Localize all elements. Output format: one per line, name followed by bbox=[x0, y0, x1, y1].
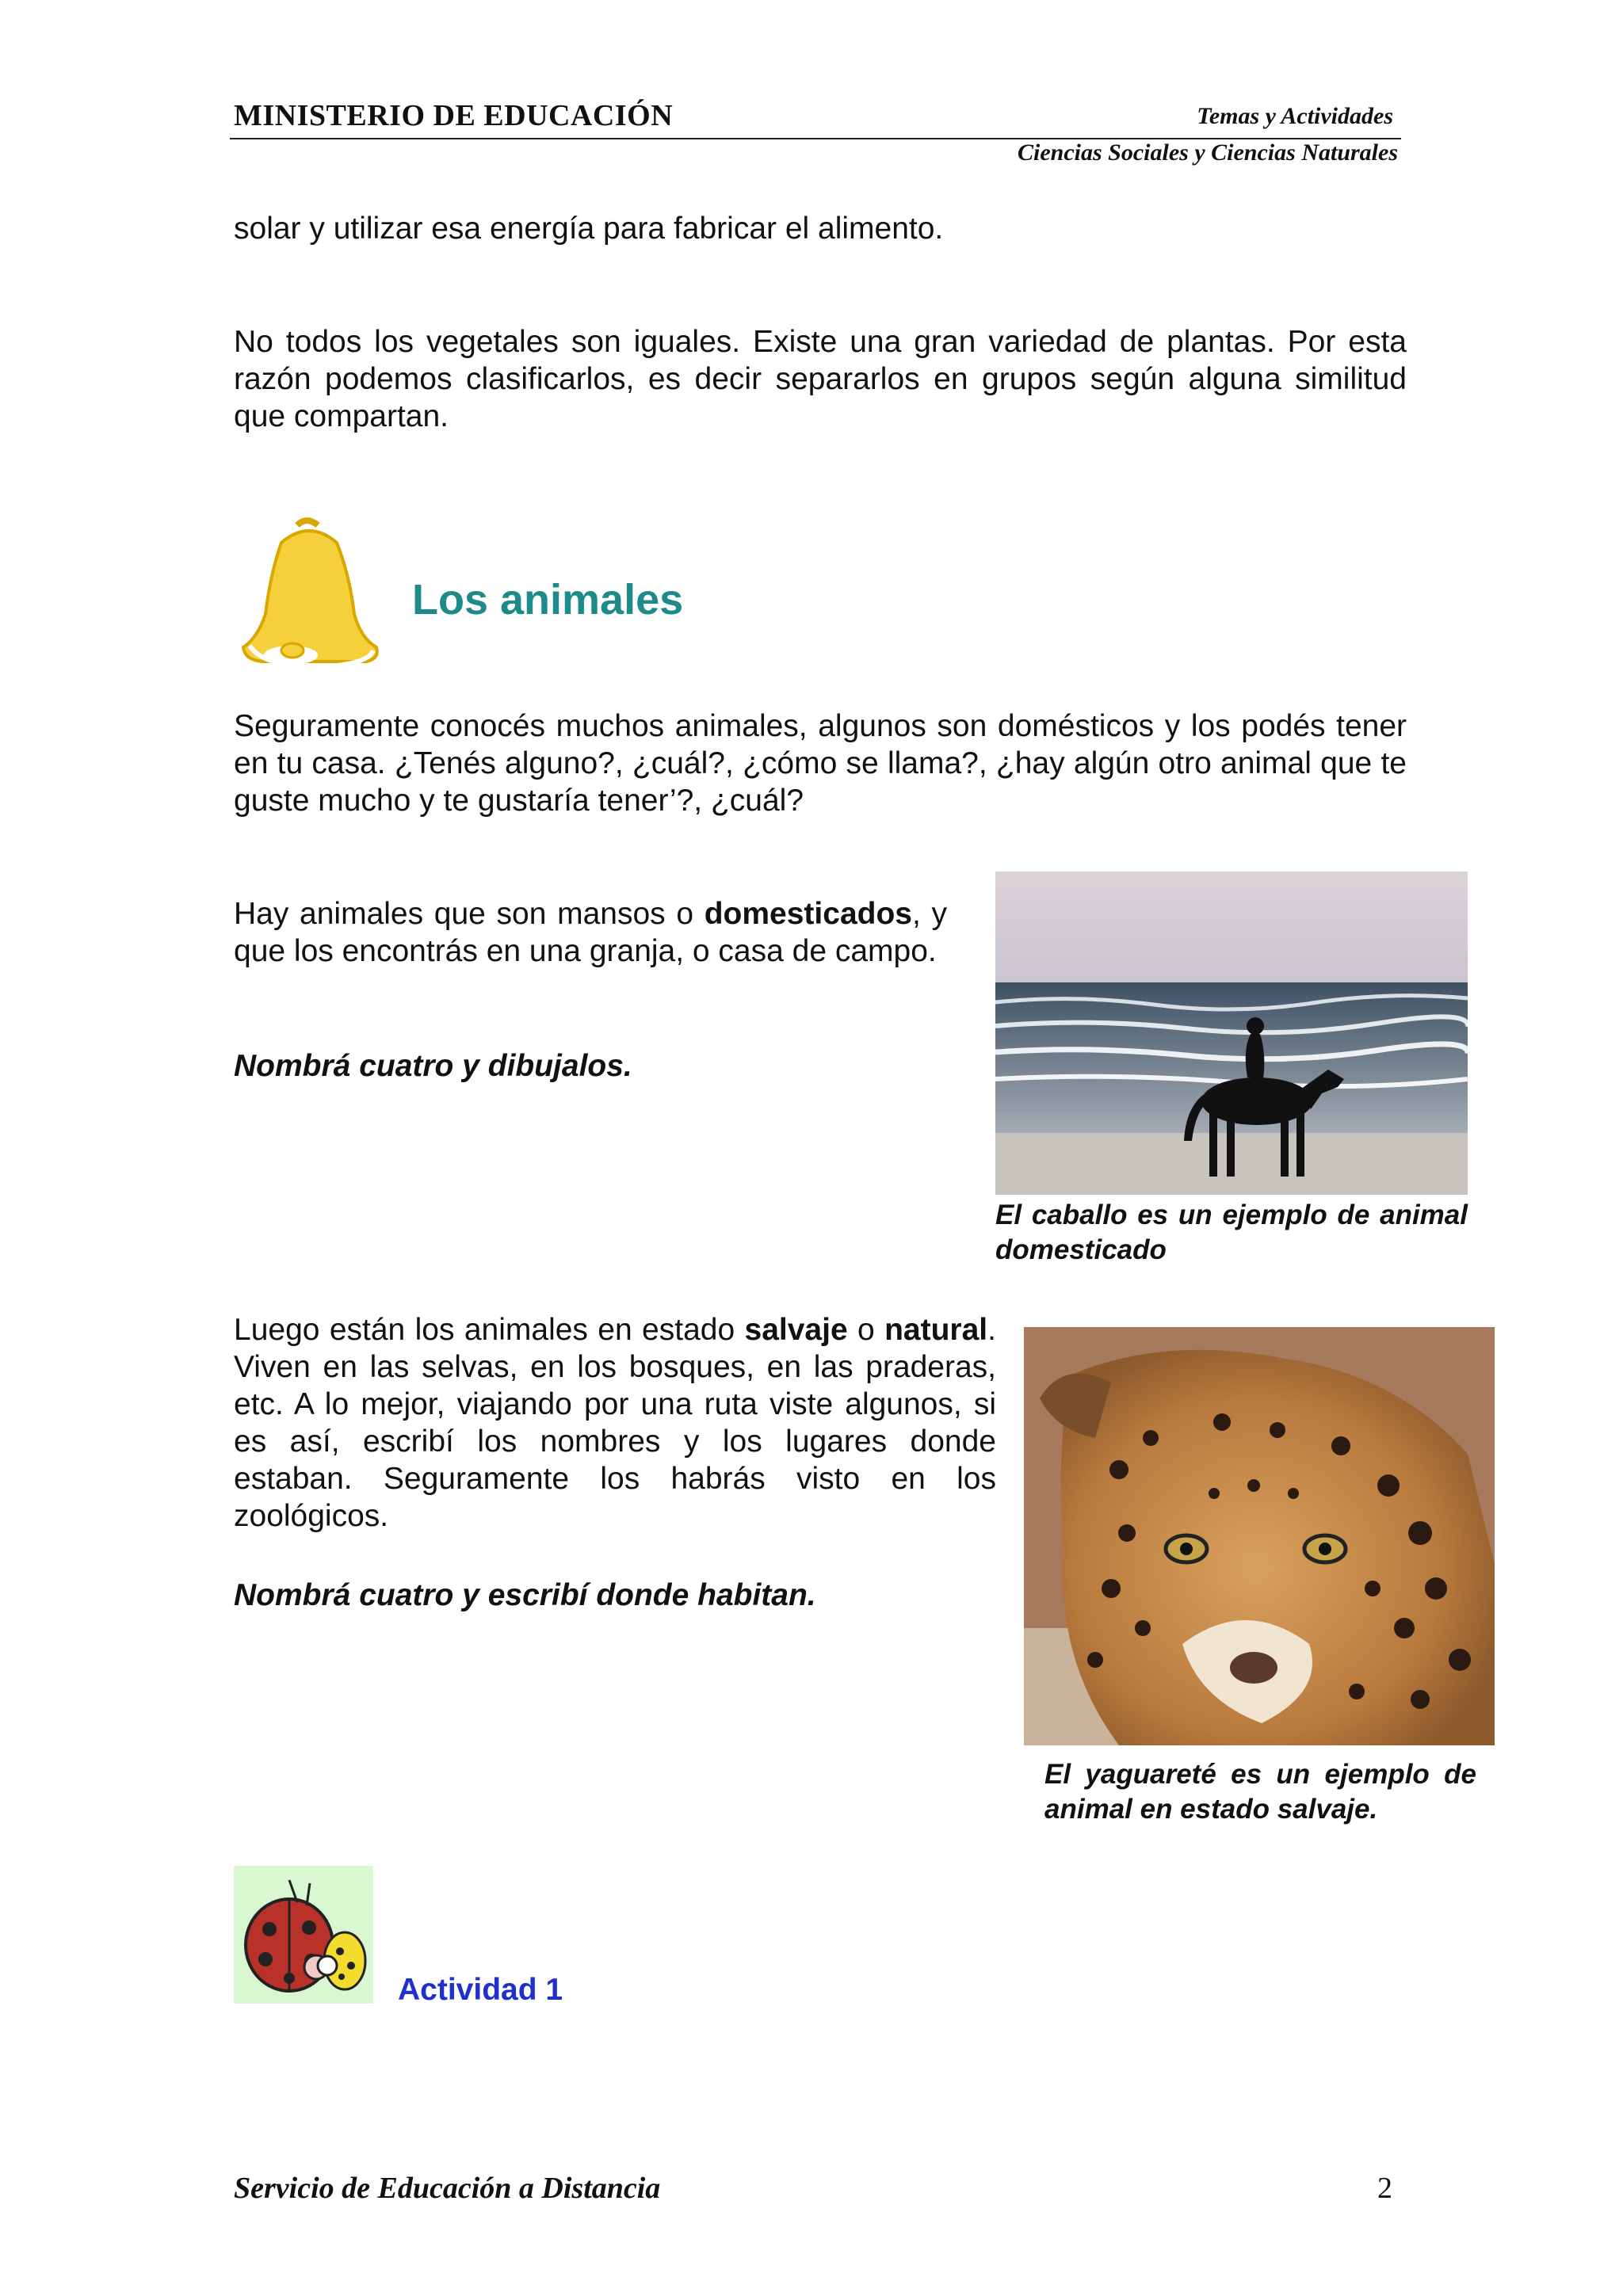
bell-icon bbox=[234, 511, 384, 673]
wild-text-3: . Viven en las selvas, en los bosques, en las praderas, etc. A lo mejor, viajando por una ruta viste algunos, si es así, escribí los nombres y los lugares donde estaban. Seguramente los habrás visto en los zoológicos. bbox=[234, 1313, 996, 1533]
paragraph-vegetales: No todos los vegetales son iguales. Existe una gran variedad de plantas. Por esta razón podemos clasificarlos, es decir separarlos en grupos según alguna similitud que compartan. bbox=[234, 325, 1407, 433]
wild-text-1: Luego están los animales en estado bbox=[234, 1313, 745, 1347]
wild-bold-2: natural bbox=[884, 1313, 988, 1347]
paragraph-domestic bbox=[234, 895, 947, 970]
paragraph-intro: Seguramente conocés muchos animales, algunos son domésticos y los podés tener en tu casa. ¿Tenés alguno?, ¿cuál?, ¿cómo se llama?, ¿hay algún otro animal que te guste mucho y te gustaría tener’?, ¿cuál? bbox=[234, 709, 1407, 818]
horse-photo bbox=[995, 871, 1468, 1195]
domestic-text-2: , y que los encontrás en una granja, o casa de campo. bbox=[234, 897, 948, 968]
instruction-domestic: Nombrá cuatro y dibujalos. bbox=[234, 1049, 632, 1083]
wild-bold-1: salvaje bbox=[744, 1313, 848, 1347]
header-series: Temas y Actividades bbox=[1197, 103, 1393, 129]
header-ministry: MINISTERIO DE EDUCACIÓN bbox=[234, 99, 674, 132]
footer-service: Servicio de Educación a Distancia bbox=[234, 2172, 661, 2205]
jaguar-photo bbox=[1024, 1327, 1495, 1745]
wild-text-2: o bbox=[847, 1313, 885, 1347]
header-subject: Ciencias Sociales y Ciencias Naturales bbox=[1018, 139, 1398, 166]
ladybug-icon bbox=[234, 1866, 373, 2004]
domestic-bold: domesticados bbox=[704, 897, 912, 931]
domestic-text-1: Hay animales que son mansos o bbox=[234, 897, 705, 931]
caption-jaguar: El yaguareté es un ejemplo de animal en estado salvaje. bbox=[1044, 1759, 1476, 1825]
caption-horse: El caballo es un ejemplo de animal domesticado bbox=[995, 1199, 1468, 1265]
paragraph-continuation: solar y utilizar esa energía para fabricar el alimento. bbox=[234, 212, 944, 246]
section-title: Los animales bbox=[412, 576, 684, 624]
instruction-wild: Nombrá cuatro y escribí donde habitan. bbox=[234, 1578, 816, 1612]
page-number: 2 bbox=[1377, 2172, 1392, 2205]
activity-heading: Actividad 1 bbox=[398, 1973, 563, 2007]
paragraph-wild bbox=[234, 1311, 996, 1535]
